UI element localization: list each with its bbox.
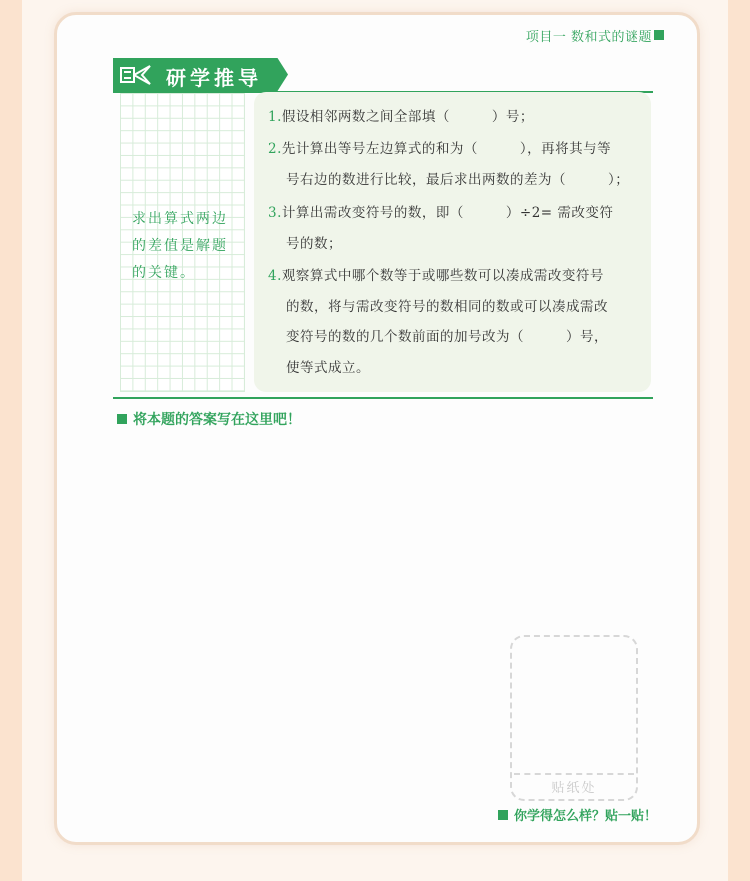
answer-section-title: 将本题的答案写在这里吧！ [117, 409, 301, 429]
banner-title: 研学推导 [166, 66, 262, 90]
bullet-square [498, 810, 508, 820]
step-1: 1.假设相邻两数之间全部填（ ）号； [268, 109, 534, 125]
geometry-tool-icon [120, 64, 154, 86]
bottom-divider [113, 397, 653, 399]
sticker-frame [514, 639, 634, 775]
bullet-square [117, 414, 127, 424]
step-2: 2.先计算出等号左边算式的和为（ ），再将其与等 号右边的数进行比较，最后求出两数的差为（ ）； [268, 141, 630, 188]
steps-panel [254, 92, 651, 392]
side-note: 求出算式两边的差值是解题的关键。 [132, 211, 228, 281]
section-marker [654, 30, 664, 40]
section-label: 项目一 数和式的谜题 [525, 30, 652, 45]
sticker-label: 贴纸处 [551, 781, 597, 796]
step-3: 3.计算出需改变符号的数，即（ ）÷2= 需改变符 号的数； [268, 205, 614, 252]
footer-prompt: 你学得怎么样？贴一贴！ [498, 805, 657, 824]
step-4: 4.观察算式中哪个数等于或哪些数可以凑成需改变符号 的数，将与需改变符号的数相同的数或可以凑成需改 变符号的数的几个数前面的加号改为（ ）号， 使等式成立。 [268, 268, 608, 376]
sticker-area[interactable] [510, 635, 638, 801]
